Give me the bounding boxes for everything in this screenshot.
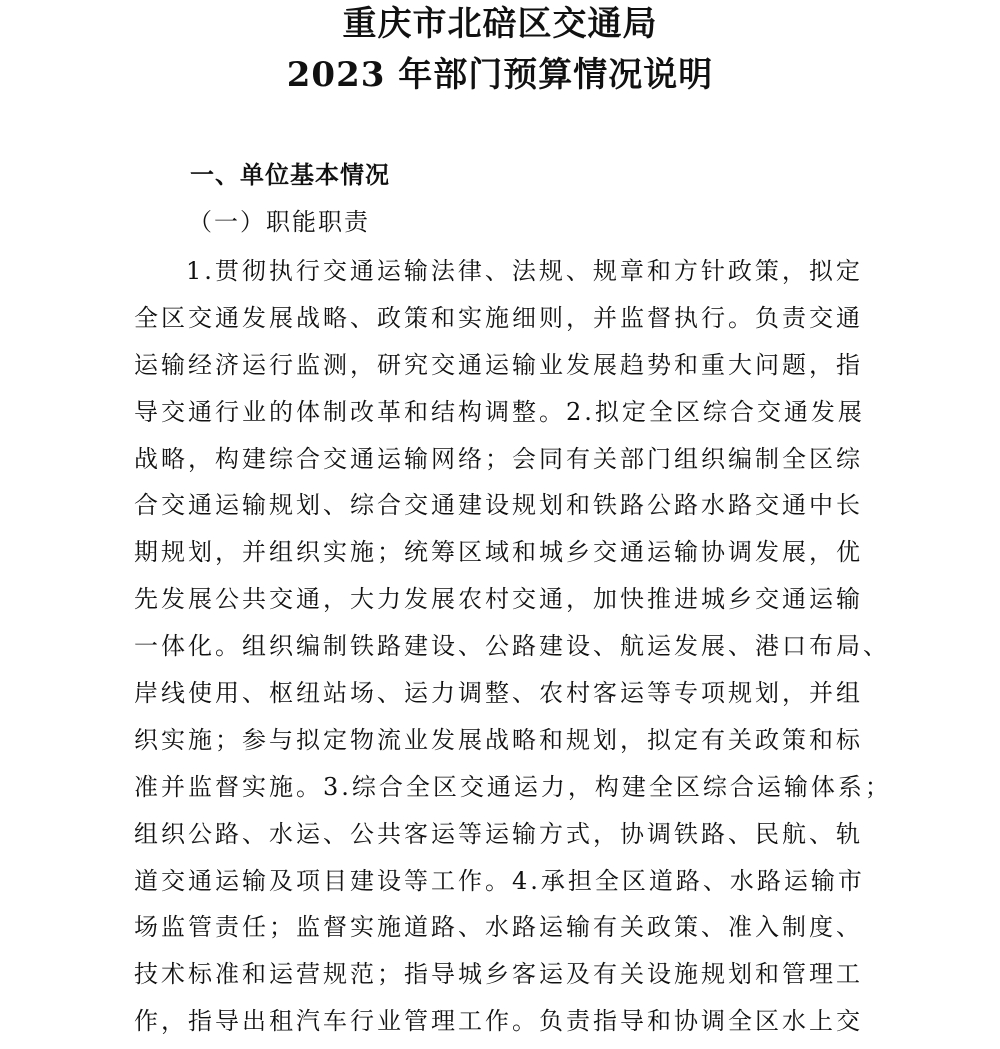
body-line: 技术标准和运营规范；指导城乡客运及有关设施规划和管理工 — [134, 960, 863, 989]
body-line: 场监管责任；监督实施道路、水路运输有关政策、准入制度、 — [134, 913, 863, 942]
body-line: 运输经济运行监测，研究交通运输业发展趋势和重大问题，指 — [134, 350, 863, 379]
document-title-line2: 2023 年部门预算情况说明 — [286, 55, 714, 95]
body-line: 全区交通发展战略、政策和实施细则，并监督执行。负责交通 — [134, 303, 863, 332]
body-paragraph — [134, 252, 994, 1049]
body-line: 1.贯彻执行交通运输法律、法规、规章和方针政策，拟定 — [186, 257, 863, 285]
section-heading: 一、单位基本情况 — [190, 161, 390, 189]
body-line: 组织公路、水运、公共客运等运输方式，协调铁路、民航、轨 — [134, 819, 863, 848]
body-line: 岸线使用、枢纽站场、运力调整、农村客运等专项规划，并组 — [134, 679, 863, 708]
body-line: 作，指导出租汽车行业管理工作。负责指导和协调全区水上交 — [134, 1007, 863, 1036]
body-line: 一体化。组织编制铁路建设、公路建设、航运发展、港口布局、 — [134, 632, 890, 661]
body-line: 期规划，并组织实施；统筹区域和城乡交通运输协调发展，优 — [134, 538, 863, 567]
body-line: 先发展公共交通，大力发展农村交通，加快推进城乡交通运输 — [134, 585, 863, 614]
document-title-line1: 重庆市北碚区交通局 — [342, 4, 658, 44]
body-line: 织实施；参与拟定物流业发展战略和规划，拟定有关政策和标 — [134, 725, 863, 754]
body-line: 道交通运输及项目建设等工作。4.承担全区道路、水路运输市 — [134, 866, 865, 895]
body-line: 战略，构建综合交通运输网络；会同有关部门组织编制全区综 — [134, 444, 863, 473]
subsection-heading: （一）职能职责 — [188, 208, 370, 236]
body-line: 准并监督实施。3.综合全区交通运力，构建全区综合运输体系； — [134, 772, 892, 801]
body-line: 合交通运输规划、综合交通建设规划和铁路公路水路交通中长 — [134, 491, 863, 520]
body-line: 导交通行业的体制改革和结构调整。2.拟定全区综合交通发展 — [134, 397, 865, 426]
